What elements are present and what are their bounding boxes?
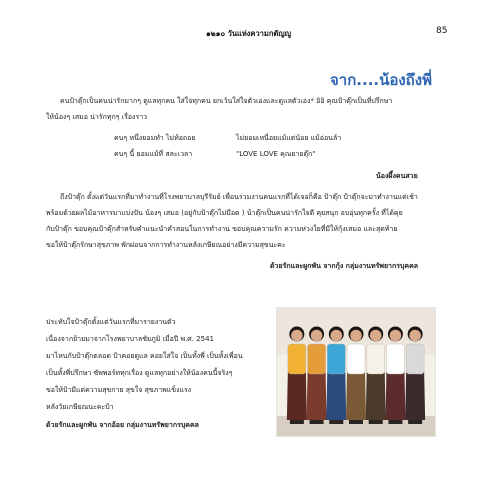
person-feet (310, 420, 324, 424)
letter1-signature: น้องผึ้งคนสวย (376, 172, 418, 180)
person-feet (290, 420, 304, 424)
person-face (350, 330, 362, 342)
letter2-signature: ด้วยรักและผูกพัน จากกุ้ง กลุ่มงานทรัพยากรบุคคล (270, 262, 419, 270)
person-top (367, 344, 385, 374)
person-skirt (287, 372, 307, 420)
letter1-line1: คนป้าตุ๊กเป็นคนน่ารักมากๆ ดูแลทุกคน ใส่ใจทุกคน ยกเว้นใส่ใจตัวเองและดูแลตัวเอง* อิอิ คุณป้าตุ๊กเป็นที่ปรึกษา (60, 97, 393, 105)
letter2-line1: ถึงป้าตุ๊ก ตั้งแต่วันแรกที่มาทำงานที่โรงพยาบาลบุรีรัมย์ เพื่อนร่วมงานคนแรกที่ได้เจอก็คือ ป้าตุ๊ก ป้าตุ๊กจะมาทำงานแต่เช้า (60, 193, 418, 201)
person-top (347, 344, 365, 374)
letter3-line3: มาไหนกับป้าตุ๊กตลอด ป้าคอยดูแล คอยใส่ใจ เป็นทั้งพี่ เป็นทั้งเพื่อน (46, 352, 243, 360)
person-feet (388, 420, 402, 424)
person-face (291, 330, 303, 342)
letter2-line2: พร้อมด้วยผลไม้อาหารมาแบ่งปัน น้องๆ เสมอ (อยู่กับป้าตุ๊กไม่มีอด ) น้าตุ๊กเป็นคนน่ารักใจดี คุยสนุก อบอุ่นทุกครั้ง ที่ได้คุย (46, 209, 403, 217)
person-top (386, 344, 404, 374)
poem-line2-right: "LOVE LOVE คุณยายตุ๊ก" (236, 150, 316, 158)
person-top (406, 344, 424, 374)
person-skirt (405, 372, 425, 420)
poem-line2-left: คนๆ นี้ ยอมแม้ที่ สละเวลา (114, 150, 193, 158)
letter2-line4: ขอให้ป้าตุ๊กรักษาสุขภาพ พักผ่อนจากการทำงานหลังเกษียณอย่างมีความสุขนะคะ (46, 241, 286, 249)
running-header-title: ๑๒๑๐ วันแห่งความกตัญญู (206, 29, 292, 38)
person-face (330, 330, 342, 342)
poem-line1-left: คนๆ หนึ่งยอมทำ ไม่ท้อถอย (114, 134, 196, 142)
person-skirt (326, 372, 346, 420)
letter3-line5: ขอให้ป้ามีแต่ความสุขกาย สุขใจ สุขภาพแข็งแรง (46, 386, 192, 394)
person-feet (369, 420, 383, 424)
person-feet (329, 420, 343, 424)
person-feet (408, 420, 422, 424)
letter3-line1: ประทับใจป้าตุ๊กตั้งแต่วันแรกที่มารายงานตัว (46, 318, 176, 326)
letter3-line2: เนื่องจากย้ายมาจากโรงพยาบาลชัยภูมิ เมื่อปี พ.ศ. 2541 (46, 335, 214, 343)
person-skirt (346, 372, 366, 420)
person-top (327, 344, 345, 374)
letter3-line6: หลังวัยเกษียณนะคะป้า (46, 403, 114, 411)
person-top (308, 344, 326, 374)
group-photo (276, 307, 436, 437)
section-title: จาก....น้องถึงพี่ (330, 71, 432, 89)
poem-line1-right: ไม่ยอมเหนื่อยแม้แต่น้อย แม้อ่อนล้า (236, 134, 342, 142)
person-skirt (307, 372, 327, 420)
letter1-line2: ให้น้องๆ เสมอ น่ารักทุกๆ เรื่องราว (46, 113, 148, 121)
person-skirt (385, 372, 405, 420)
person-face (390, 330, 402, 342)
page-number: 85 (436, 26, 448, 36)
person-face (370, 330, 382, 342)
letter3-line4: เป็นทั้งพี่ปรึกษา ซัพพอร์ททุกเรื่อง ดูแลทุกอย่างให้น้องคนนี้จริงๆ (46, 369, 233, 377)
person-feet (349, 420, 363, 424)
person-skirt (366, 372, 386, 420)
person-face (311, 330, 323, 342)
letter2-line3: กับป้าตุ๊ก ขอบคุณป้าตุ๊กสำหรับคำแนะนำคำสอนในการทำงาน ขอบคุณความรัก ความห่วงใยที่มีให้กุ้งเสมอ และสุดท้าย (46, 225, 398, 233)
letter3-signature: ด้วยรักและผูกพัน จากอ้อย กลุ่มงานทรัพยากรบุคคล (46, 421, 199, 429)
group-photo-illustration (277, 308, 435, 436)
person-top (288, 344, 306, 374)
person-face (409, 330, 421, 342)
